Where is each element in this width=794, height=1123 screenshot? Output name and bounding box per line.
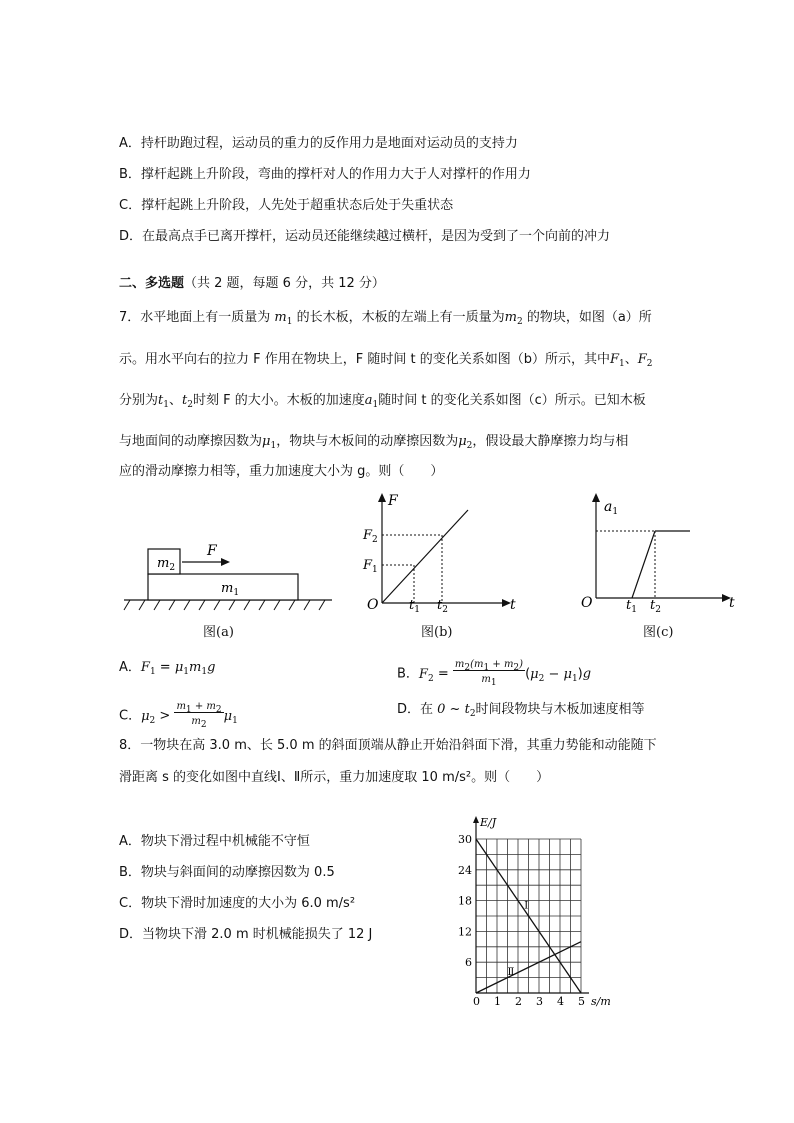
x-tick-label: 3 <box>536 995 543 1008</box>
fig-c-y-axis-label: a <box>604 499 613 515</box>
x-tick-label: 0 <box>473 995 480 1008</box>
section-header <box>119 275 385 293</box>
series-label-1: Ⅰ <box>524 900 529 912</box>
q8-option-b: B．物块与斜面间的动摩擦因数为 0.5 <box>119 865 335 880</box>
q7-option-d: D．在 0 ~ $t_2$时间段物块与木板加速度相等 <box>397 702 645 719</box>
m2-label: m <box>157 556 170 571</box>
fig-b-y-axis-label: F <box>388 493 398 509</box>
figure-a <box>124 543 332 610</box>
y-tick-label: 18 <box>458 894 472 908</box>
section-title: 二、多选题 <box>119 276 185 291</box>
m1-label: m <box>221 581 234 596</box>
figure-b <box>362 493 516 615</box>
m1-symbol: $m_1$ <box>274 310 293 327</box>
fig-c-origin: O <box>581 595 593 611</box>
caption-b: 图(b) <box>421 625 453 640</box>
x-tick-label: 4 <box>557 995 564 1008</box>
t2-symbol: $t_2$ <box>182 393 193 410</box>
q7-option-b: B．$F_2 = m2(m1 + m2)$ $m1(\mu_2 - \mu_1)g$ <box>397 659 592 688</box>
fig-c-t1-label: t <box>626 598 632 613</box>
force-label: F <box>207 543 217 559</box>
svg-text:F1: $F_1$ <box>363 558 378 575</box>
x-tick-label: 1 <box>494 995 501 1008</box>
q8-option-c: C．物块下滑时加速度的大小为 6.0 m/s² <box>119 896 356 911</box>
fig-b-t1-label: t <box>409 598 415 613</box>
q7-line-2: 示。用水平向右的拉力 F 作用在物块上，F 随时间 t 的变化关系如图（b）所示，其中$F_1$、$F_2$ <box>119 352 653 369</box>
fig-b-origin: O <box>367 597 379 613</box>
q8-energy-chart <box>452 812 612 1012</box>
caption-a: 图(a) <box>203 625 234 640</box>
y-axis-label: E/J <box>480 816 497 829</box>
q7-option-c: C．$\mu_2 > m1 + m2$ $m2\mu_1$ <box>119 701 238 730</box>
svg-text:a1: $a_1$ <box>604 499 619 517</box>
mu1-symbol: $\mu_1$ <box>262 434 277 451</box>
q7-line-4: 与地面间的动摩擦因数为$\mu_1$，物块与木板间的动摩擦因数为$\mu_2$，假设最大静摩擦力均与相 <box>119 434 629 451</box>
q7-figures <box>0 485 794 645</box>
svg-text:t1: $t_1$ <box>626 598 637 615</box>
q8-line-1: 8．一物块在高 3.0 m、长 5.0 m 的斜面顶端从静止开始沿斜面下滑，其重力势能和动能随下 <box>119 738 657 753</box>
y-axis-arrow <box>473 816 479 823</box>
q6-option-b: B．撑杆起跳上升阶段，弯曲的撑杆对人的作用力大于人对撑杆的作用力 <box>119 167 531 182</box>
x-tick-label: 5 <box>578 995 585 1008</box>
q7-option-a: A．$F_1 = \mu_1m_1g$ <box>119 660 216 677</box>
m2-symbol: $m_2$ <box>504 310 523 327</box>
t1-symbol: $t_1$ <box>158 393 169 410</box>
svg-text:t2: $t_2$ <box>437 598 448 615</box>
fig-b-F1-label: F <box>363 558 373 573</box>
fig-b-F2-label: F <box>363 528 373 543</box>
svg-text:m2: $m_2$ <box>157 556 176 573</box>
q7-line-3: 分别为$t_1$、$t_2$时刻 F 的大小。木板的加速度$a_1$随时间 t 的变化关系如图（c）所示。已知木板 <box>119 393 646 410</box>
q7-line-1: 7．水平地面上有一质量为 $m_1$ 的长木板，木板的左端上有一质量为$m_2$ 的物块，如图（a）所 <box>119 310 652 327</box>
section-info: （共 2 题，每题 6 分，共 12 分） <box>184 276 385 291</box>
a1-symbol: $a_1$ <box>364 393 379 410</box>
figure-c <box>581 493 735 615</box>
y-tick-label: 6 <box>465 956 472 970</box>
q7-line-5: 应的滑动摩擦力相等，重力加速度大小为 g。则（ ） <box>119 464 444 479</box>
x-axis-label: s/m <box>591 995 611 1008</box>
series-label-2: Ⅱ <box>507 967 515 979</box>
y-tick-label: 24 <box>458 863 472 877</box>
q8-option-d: D．当物块下滑 2.0 m 时机械能损失了 12 J <box>119 927 373 942</box>
q8-line-2: 滑距离 s 的变化如图中直线Ⅰ、Ⅱ所示，重力加速度取 10 m/s²。则（ ） <box>119 770 550 785</box>
svg-text:t2: $t_2$ <box>650 598 661 615</box>
q8-option-a: A．物块下滑过程中机械能不守恒 <box>119 834 310 849</box>
q6-option-d: D．在最高点手已离开撑杆，运动员还能继续越过横杆，是因为受到了一个向前的冲力 <box>119 229 611 244</box>
svg-text:m1: $m_1$ <box>221 581 240 598</box>
caption-c: 图(c) <box>643 625 674 640</box>
q6-option-a: A．持杆助跑过程，运动员的重力的反作用力是地面对运动员的支持力 <box>119 136 518 151</box>
fig-b-line <box>382 510 468 603</box>
x-tick-label: 2 <box>515 995 522 1008</box>
y-tick-label: 30 <box>458 833 472 846</box>
mu2-symbol: $\mu_2$ <box>458 434 473 451</box>
F1-symbol: $F_1$ <box>609 352 625 369</box>
svg-text:t1: $t_1$ <box>409 598 420 615</box>
svg-text:F2: $F_2$ <box>363 528 378 545</box>
F2-symbol: $F_2$ <box>637 352 653 369</box>
fig-b-x-axis-label: t <box>510 597 516 613</box>
fig-c-line <box>632 531 655 598</box>
fig-c-x-axis-label: t <box>729 595 735 611</box>
q6-option-c: C．撑杆起跳上升阶段，人先处于超重状态后处于失重状态 <box>119 198 454 213</box>
fig-c-t2-label: t <box>650 598 656 613</box>
y-tick-label: 12 <box>458 925 472 939</box>
fig-b-t2-label: t <box>437 598 443 613</box>
